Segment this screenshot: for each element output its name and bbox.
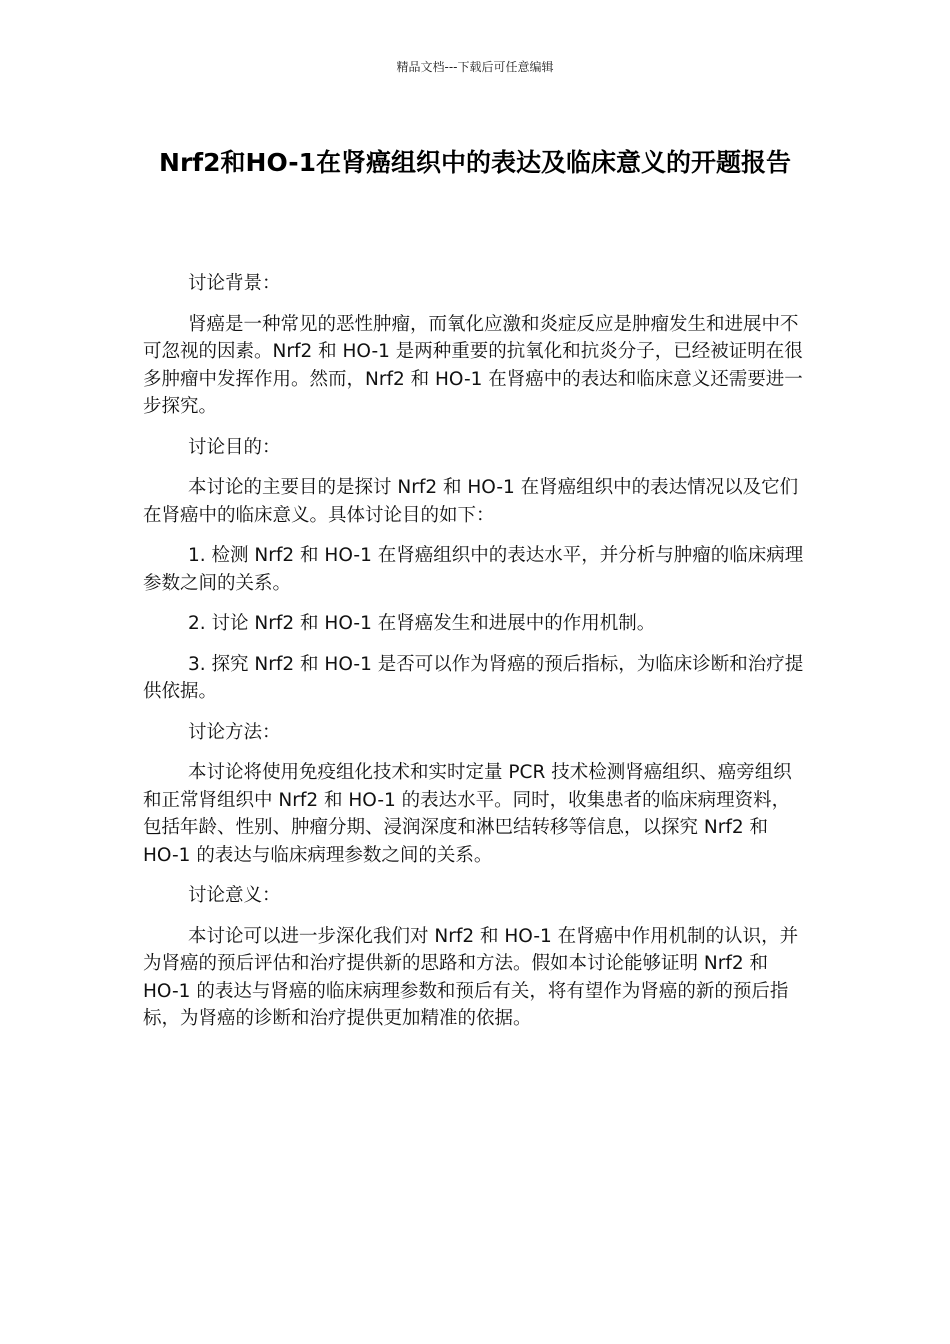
page-header-note: 精品文档---下载后可任意编辑	[396, 60, 554, 74]
purpose-item-2: 2. 讨论 Nrf2 和 HO-1 在肾癌发生和进展中的作用机制。	[188, 613, 656, 634]
document-title: Nrf2和HO-1在肾癌组织中的表达及临床意义的开题报告	[159, 148, 791, 177]
paragraph-significance: 本讨论可以进一步深化我们对 Nrf2 和 HO-1 在肾癌中作用机制的认识，并为肾癌的预后评估和治疗提供新的思路和方法。假如本讨论能够证明 Nrf2 和 HO-1 的表达与肾癌的临床病理参数和预后有关，将有望作为肾癌的新的预后指标，为肾癌的诊断和治疗提供更加精准的依据。	[143, 925, 799, 1029]
purpose-item-3: 3. 探究 Nrf2 和 HO-1 是否可以作为肾癌的预后指标，为临床诊断和治疗提供依据。	[143, 653, 804, 702]
section-heading-background: 讨论背景：	[188, 273, 281, 294]
section-heading-purpose: 讨论目的：	[188, 436, 281, 458]
document-body	[143, 270, 807, 1046]
paragraph-background: 肾癌是一种常见的恶性肿瘤，而氧化应激和炎症反应是肿瘤发生和进展中不可忽视的因素。Nrf2 和 HO-1 是两种重要的抗氧化和抗炎分子，已经被证明在很多肿瘤中发挥作用。然而，Nrf2 和 HO-1 在肾癌中的表达和临床意义还需要进一步探究。	[143, 313, 803, 417]
section-heading-significance: 讨论意义：	[188, 885, 281, 906]
section-heading-method: 讨论方法：	[188, 721, 281, 743]
paragraph-purpose: 本讨论的主要目的是探讨 Nrf2 和 HO-1 在肾癌组织中的表达情况以及它们在肾癌中的临床意义。具体讨论目的如下：	[143, 477, 799, 526]
purpose-item-1: 1. 检测 Nrf2 和 HO-1 在肾癌组织中的表达水平，并分析与肿瘤的临床病理参数之间的关系。	[143, 545, 804, 594]
paragraph-method: 本讨论将使用免疫组化技术和实时定量 PCR 技术检测肾癌组织、癌旁组织和正常肾组织中 Nrf2 和 HO-1 的表达水平。同时，收集患者的临床病理资料，包括年龄、性别、肿瘤分期、浸润深度和淋巴结转移等信息，以探究 Nrf2 和 HO-1 的表达与临床病理参数之间的关系。	[143, 762, 792, 866]
